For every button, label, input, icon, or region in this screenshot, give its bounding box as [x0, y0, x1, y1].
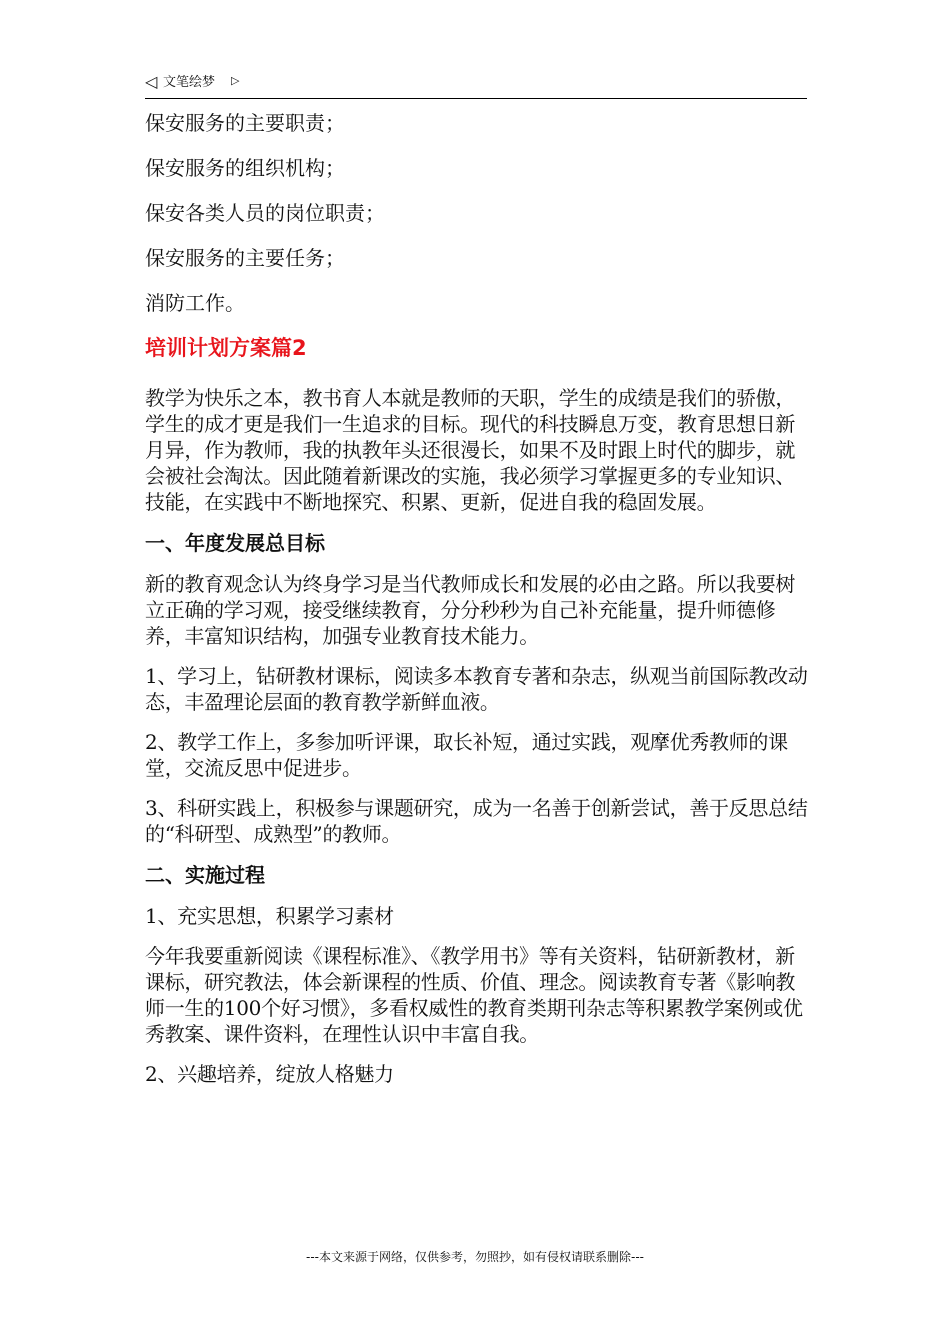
page-header [145, 72, 807, 99]
list-item: 保安服务的组织机构； [145, 156, 345, 180]
document-body [145, 108, 810, 1101]
brand-label: 文笔绘梦 [163, 75, 216, 90]
goal-item-1: 1、学习上，钻研教材课标，阅读多本教育专著和杂志，纵观当前国际教改动态，丰盈理论层面的教育教学新鲜血液。 [145, 664, 808, 714]
heading-annual-goal: 一、年度发展总目标 [145, 531, 325, 555]
step-1-paragraph: 今年我要重新阅读《课程标准》、《教学用书》等有关资料，钻研新教材，新课标，研究教法，体会新课程的性质、价值、理念。阅读教育专著《影响教师一生的100个好习惯》，多看权威性的教育类期刊杂志等积累教学案例或优秀教案、课件资料，在理性认识中丰富自我。 [145, 944, 803, 1046]
goal-item-3: 3、科研实践上，积极参与课题研究，成为一名善于创新尝试，善于反思总结的“科研型、成熟型”的教师。 [145, 796, 808, 846]
list-item: 消防工作。 [145, 291, 245, 315]
goal-paragraph: 新的教育观念认为终身学习是当代教师成长和发展的必由之路。所以我要树立正确的学习观，接受继续教育，分分秒秒为自己补充能量，提升师德修养，丰富知识结构，加强专业教育技术能力。 [145, 572, 796, 648]
section-title: 培训计划方案篇2 [145, 336, 307, 360]
step-1: 1、充实思想，积累学习素材 [145, 904, 394, 928]
goal-item-2: 2、教学工作上，多参加听评课，取长补短，通过实践，观摩优秀教师的课堂，交流反思中促进步。 [145, 730, 788, 780]
right-triangle-icon: ▷ [231, 74, 240, 87]
left-triangle-icon: ◁ [145, 72, 158, 91]
list-item: 保安服务的主要任务； [145, 246, 345, 270]
page-footer: ---本文来源于网络，仅供参考，勿照抄，如有侵权请联系删除--- [306, 1250, 644, 1264]
heading-implementation: 二、实施过程 [145, 863, 265, 887]
list-item: 保安各类人员的岗位职责； [145, 201, 385, 225]
step-2: 2、兴趣培养，绽放人格魅力 [145, 1062, 394, 1086]
list-item: 保安服务的主要职责； [145, 111, 345, 135]
intro-paragraph: 教学为快乐之本，教书育人本就是教师的天职，学生的成绩是我们的骄傲，学生的成才更是我们一生追求的目标。现代的科技瞬息万变，教育思想日新月异，作为教师，我的执教年头还很漫长，如果不及时跟上时代的脚步，就会被社会淘汰。因此随着新课改的实施，我必须学习掌握更多的专业知识、技能，在实践中不断地探究、积累、更新，促进自我的稳固发展。 [145, 386, 796, 514]
